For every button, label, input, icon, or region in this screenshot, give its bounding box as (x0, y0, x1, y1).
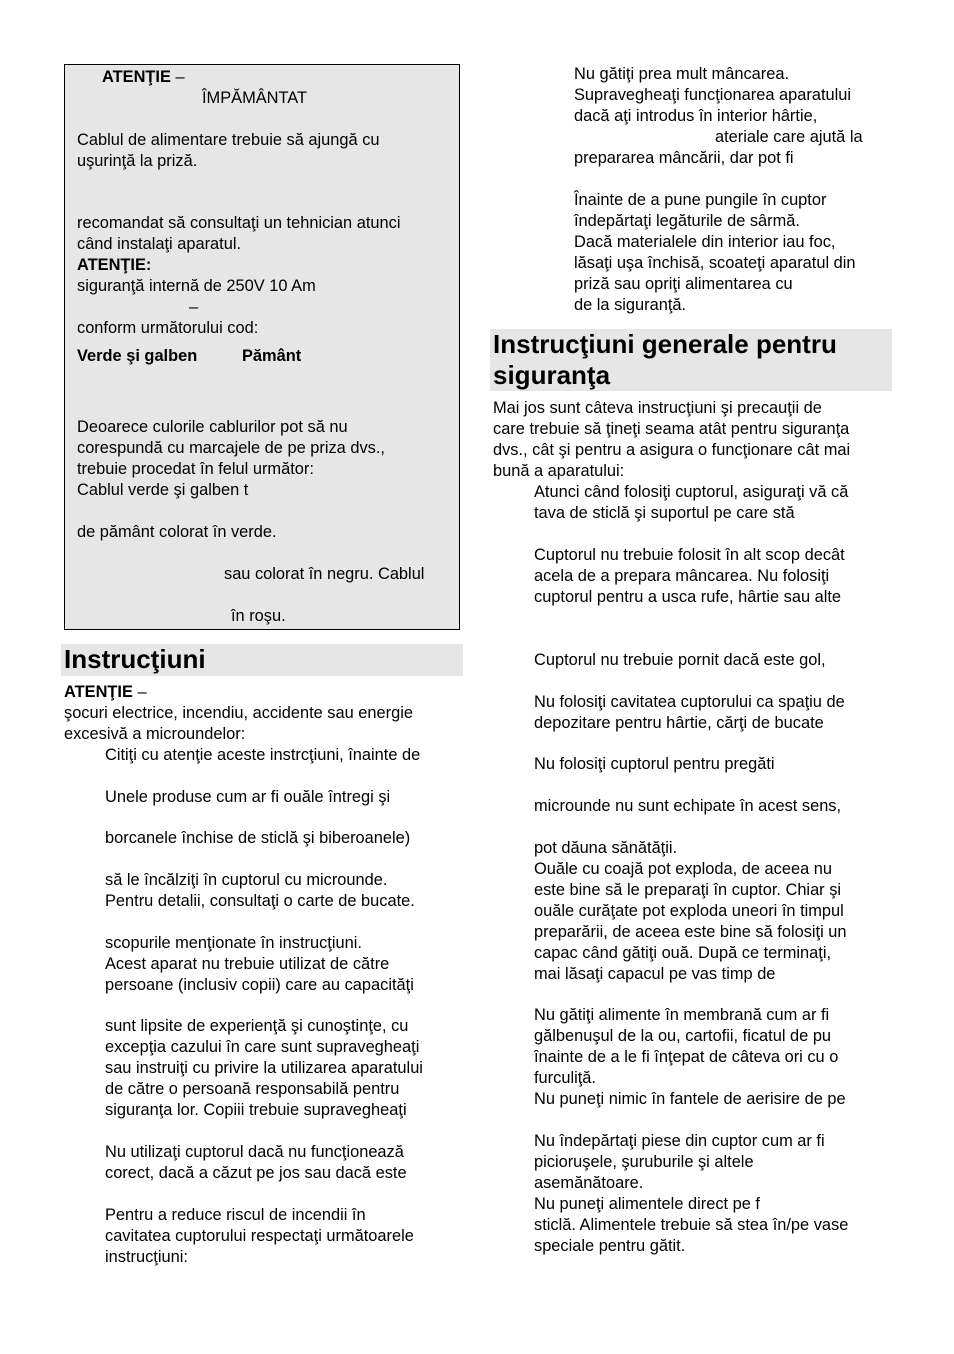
list-item: cavitatea cuptorului respectaţi următoarele (105, 1227, 414, 1245)
list-item: Unele produse cum ar fi ouăle întregi şi (105, 788, 391, 806)
list-item: depozitare pentru hârtie, cărţi de bucate (534, 714, 824, 732)
section-heading-instructiuni: Instrucţiuni (61, 644, 463, 676)
instructiuni-intro-line: şocuri electrice, incendiu, accidente sau energie (64, 704, 413, 722)
code-text-line: conform următorului cod: (77, 319, 259, 337)
siguranta-intro-line: care trebuie să ţineţi seama atât pentru siguranţa (493, 420, 850, 438)
cord-text-line: Cablul de alimentare trebuie să ajungă cu (77, 131, 380, 149)
warning-dash: – (175, 68, 185, 86)
section-heading-siguranta: Instrucţiuni generale pentru siguranţa (490, 329, 892, 391)
right-text-line: dacă aţi introdus în interior hârtie, (574, 107, 818, 125)
colors-text-line: trebuie procedat în felul următor: (77, 460, 314, 478)
list-item: asemănătoare. (534, 1174, 644, 1192)
list-item: scopurile menţionate în instrucţiuni. (105, 934, 362, 952)
list-item: de către o persoană responsabilă pentru (105, 1080, 400, 1098)
right-text-line: lăsaţi uşa închisă, scoateţi aparatul din (574, 254, 856, 272)
list-item: este bine să le preparaţi în cuptor. Chiar şi (534, 881, 842, 899)
warning-label: ATENŢIE (64, 683, 133, 701)
right-text-line: Dacă materialele din interior iau foc, (574, 233, 836, 251)
siguranta-intro-line: dvs., cât şi pentru a asigura o funcţionare cât mai (493, 441, 851, 459)
list-item: borcanele închise de sticlă şi biberoanele) (105, 829, 411, 847)
list-item: cuptorul pentru a usca rufe, hârtie sau alte (534, 588, 842, 606)
earth-line: de pământ colorat în verde. (77, 523, 277, 541)
list-item: Acest aparat nu trebuie utilizat de către (105, 955, 390, 973)
right-text-line: Nu gătiţi prea mult mâncarea. (574, 65, 789, 83)
list-item: Nu îndepărtaţi piese din cuptor cum ar fi (534, 1132, 825, 1150)
list-item: siguranţa lor. Copiii trebuie supravegheaţi (105, 1101, 407, 1119)
list-item: speciale pentru gătit. (534, 1237, 686, 1255)
list-item: înainte de a le fi înţepat de câteva ori cu o (534, 1048, 839, 1066)
consult-text-line: recomandat să consultaţi un tehnician atunci (77, 214, 401, 232)
list-item: Nu utilizaţi cuptorul dacă nu funcţionează (105, 1143, 404, 1161)
list-item: Nu folosiţi cuptorul pentru pregăti (534, 755, 775, 773)
list-item: ouăle curăţate pot exploda uneori în timpul (534, 902, 844, 920)
list-item: acela de a prepara mâncarea. Nu folosiţi (534, 567, 830, 585)
right-text-line: ateriale care ajută la (715, 128, 863, 146)
list-item: Ouăle cu coajă pot exploda, de aceea nu (534, 860, 832, 878)
right-text-line: Supravegheaţi funcţionarea aparatului (574, 86, 852, 104)
list-item: sticlă. Alimentele trebuie să stea în/pe vase (534, 1216, 849, 1234)
right-text-line: priză sau opriţi alimentarea cu (574, 275, 793, 293)
warning-label-2: ATENŢIE: (77, 256, 152, 274)
warning-label: ATENŢIE (102, 68, 171, 86)
instructiuni-warning (64, 682, 147, 703)
list-item: furculiţă. (534, 1069, 596, 1087)
colors-text-line: Deoarece culorile cablurilor pot să nu (77, 418, 348, 436)
list-item: picioruşele, şuruburile şi altele (534, 1153, 754, 1171)
list-item: excepţia cazului în care sunt supravegheaţi (105, 1038, 420, 1056)
black-wire-line: sau colorat în negru. Cablul (224, 565, 425, 583)
list-item: Nu puneţi alimentele direct pe f (534, 1195, 760, 1213)
colors-text-line: corespundă cu marcajele de pe priza dvs., (77, 439, 385, 457)
list-item: mai lăsaţi capacul pe vas timp de (534, 965, 776, 983)
siguranta-intro-line: Mai jos sunt câteva instrucţiuni şi precauţii de (493, 399, 822, 417)
list-item: Citiţi cu atenţie aceste instrcţiuni, înainte de (105, 746, 421, 764)
list-item: preparării, de aceea este bine să folosiţi un (534, 923, 847, 941)
list-item: instrucţiuni: (105, 1248, 188, 1266)
right-text-line: prepararea mâncării, dar pot fi (574, 149, 794, 167)
list-item: sunt lipsite de experienţă şi cunoştinţe, cu (105, 1017, 409, 1035)
list-item: microunde nu sunt echipate în acest sens, (534, 797, 842, 815)
dash-line: – (189, 298, 199, 316)
instructiuni-intro-line: excesivă a microundelor: (64, 725, 246, 743)
cord-text-line: uşurinţă la priză. (77, 152, 198, 170)
list-item: Cuptorul nu trebuie pornit dacă este gol, (534, 651, 826, 669)
list-item: să le încălziţi în cuptorul cu microunde. (105, 871, 388, 889)
list-item: Pentru detalii, consultaţi o carte de bucate. (105, 892, 415, 910)
siguranta-intro-line: bună a aparatului: (493, 462, 625, 480)
list-item: capac când gătiţi ouă. După ce terminaţi, (534, 944, 832, 962)
list-item: Nu puneţi nimic în fantele de aerisire de pe (534, 1090, 846, 1108)
wire-role-label: Pământ (242, 347, 302, 365)
right-text-line: Înainte de a pune pungile în cuptor (574, 191, 827, 209)
green-wire-line: Cablul verde şi galben t (77, 481, 249, 499)
list-item: Pentru a reduce riscul de incendii în (105, 1206, 366, 1224)
list-item: sau instruiţi cu privire la utilizarea aparatului (105, 1059, 423, 1077)
list-item: Atunci când folosiţi cuptorul, asiguraţi vă că (534, 483, 849, 501)
consult-text-line: când instalaţi aparatul. (77, 235, 242, 253)
wire-color-label: Verde şi galben (77, 347, 198, 365)
list-item: pot dăuna sănătăţii. (534, 839, 678, 857)
fuse-text-line: siguranţă internă de 250V 10 Am (77, 277, 316, 295)
list-item: tava de sticlă şi suportul pe care stă (534, 504, 795, 522)
grounding-warning (102, 67, 185, 88)
list-item: persoane (inclusiv copii) care au capacităţi (105, 976, 414, 994)
right-text-line: de la siguranţă. (574, 296, 687, 314)
list-item: Nu folosiţi cavitatea cuptorului ca spaţiu de (534, 693, 845, 711)
list-item: gălbenuşul de la ou, cartofii, ficatul de pu (534, 1027, 832, 1045)
list-item: Nu gătiţi alimente în membrană cum ar fi (534, 1006, 830, 1024)
warning-dash: – (137, 683, 147, 701)
list-item: corect, dacă a căzut pe jos sau dacă este (105, 1164, 407, 1182)
right-text-line: îndepărtaţi legăturile de sârmă. (574, 212, 800, 230)
red-wire-line: în roşu. (231, 607, 286, 625)
list-item: Cuptorul nu trebuie folosit în alt scop decât (534, 546, 845, 564)
earthed-label: ÎMPĂMÂNTAT (202, 89, 308, 107)
